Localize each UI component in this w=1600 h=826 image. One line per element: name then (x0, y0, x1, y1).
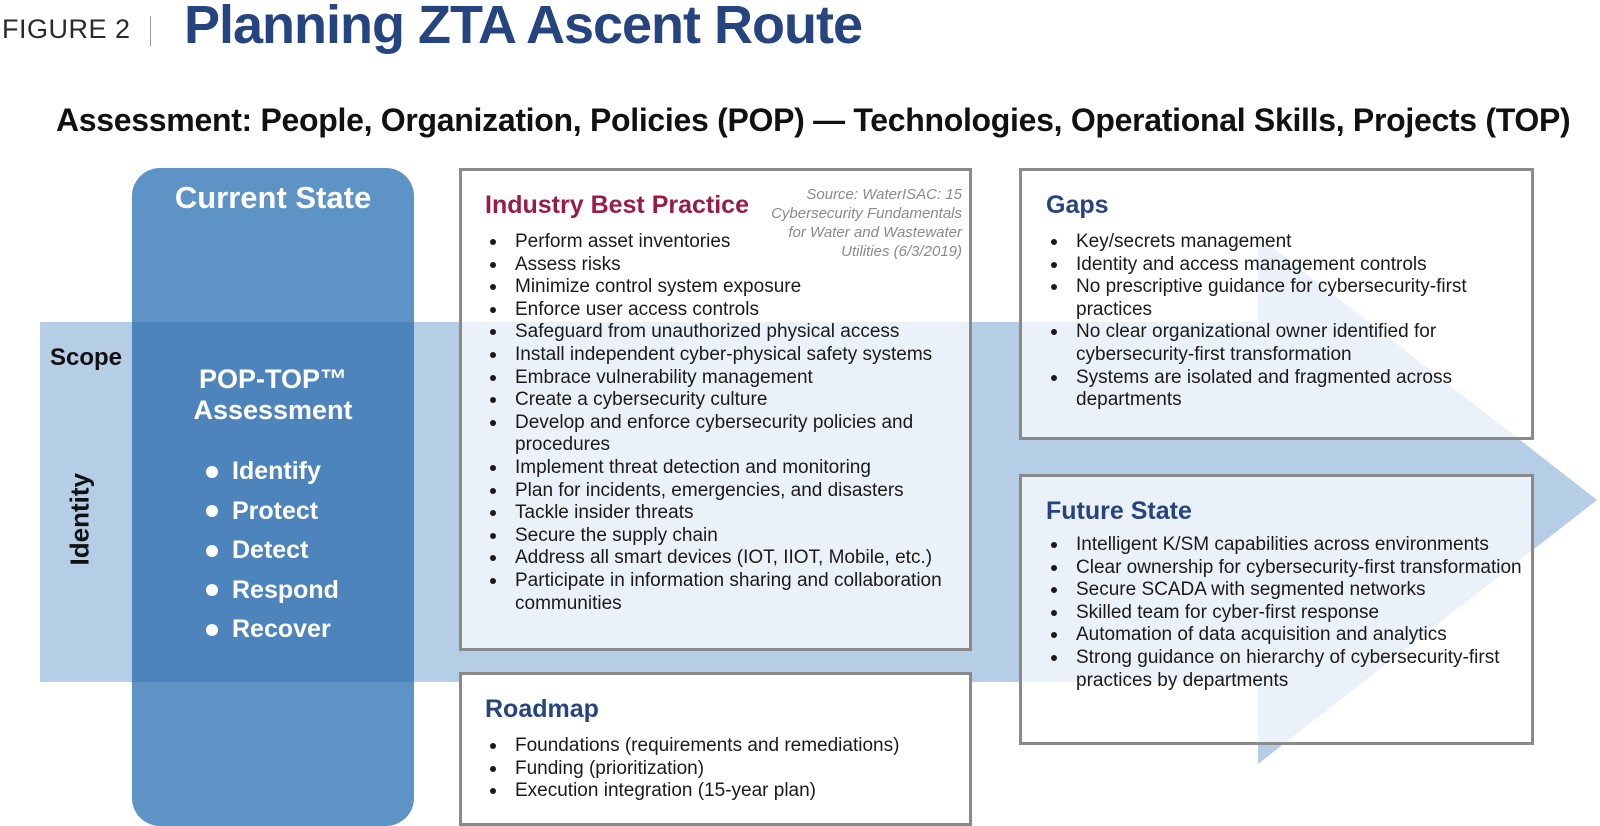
list-item: Create a cybersecurity culture (485, 389, 965, 412)
roadmap-list (485, 735, 965, 803)
future-state-box (1019, 474, 1534, 745)
bullet-icon (206, 505, 218, 517)
list-item: Implement threat detection and monitoring (485, 457, 965, 480)
step-protect (206, 492, 339, 532)
step-label: Respond (232, 575, 339, 604)
future-state-list (1046, 534, 1526, 692)
figure-title: Planning ZTA Ascent Route (184, 0, 863, 55)
list-item: Enforce user access controls (485, 299, 965, 322)
gaps-list (1046, 231, 1506, 412)
bullet-icon (206, 624, 218, 636)
pop-top-title-line2: Assessment (193, 395, 353, 425)
list-item: Plan for incidents, emergencies, and disasters (485, 480, 965, 503)
assessment-subtitle: Assessment: People, Organization, Policies (POP) — Technologies, Operational Skills, Projects (TOP) (56, 102, 1571, 138)
list-item: Assess risks (485, 254, 965, 277)
pop-top-assessment-title (132, 364, 414, 426)
list-item: Skilled team for cyber-first response (1046, 602, 1526, 625)
roadmap-box (459, 672, 972, 826)
list-item: Secure the supply chain (485, 525, 965, 548)
best-practice-title: Industry Best Practice (485, 191, 749, 219)
pop-top-title-line1: POP-TOP™ (198, 364, 348, 394)
best-practice-list (485, 231, 965, 615)
nist-steps-list (206, 452, 339, 650)
gaps-title: Gaps (1046, 191, 1109, 219)
step-label: Identify (232, 457, 321, 486)
figure-label: FIGURE 2 (2, 14, 131, 44)
scope-label: Scope (50, 344, 123, 371)
identity-label: Identity (64, 473, 95, 566)
list-item: Strong guidance on hierarchy of cybersecurity-first practices by departments (1046, 647, 1526, 692)
current-state-title: Current State (174, 180, 372, 215)
step-detect (206, 531, 339, 571)
list-item: Identity and access management controls (1046, 254, 1506, 277)
list-item: Safeguard from unauthorized physical access (485, 321, 965, 344)
future-state-title: Future State (1046, 497, 1192, 525)
step-label: Recover (232, 615, 331, 644)
list-item: Systems are isolated and fragmented across departments (1046, 367, 1506, 412)
list-item: Develop and enforce cybersecurity policies and procedures (485, 412, 965, 457)
list-item: Foundations (requirements and remediations) (485, 735, 965, 758)
list-item: Minimize control system exposure (485, 276, 965, 299)
list-item: Clear ownership for cybersecurity-first transformation (1046, 557, 1526, 580)
list-item: Install independent cyber-physical safety systems (485, 344, 965, 367)
step-label: Protect (232, 496, 319, 525)
roadmap-title: Roadmap (485, 695, 599, 723)
list-item: Intelligent K/SM capabilities across environments (1046, 534, 1526, 557)
list-item: Participate in information sharing and collaboration communities (485, 570, 965, 615)
list-item: Execution integration (15-year plan) (485, 780, 965, 803)
step-identify (206, 452, 339, 492)
list-item: Perform asset inventories (485, 231, 965, 254)
list-item: Automation of data acquisition and analytics (1046, 624, 1526, 647)
bullet-icon (206, 466, 218, 478)
gaps-box (1019, 168, 1534, 440)
list-item: No clear organizational owner identified for cybersecurity-first transformation (1046, 321, 1506, 366)
list-item: Embrace vulnerability management (485, 367, 965, 390)
list-item: Funding (prioritization) (485, 758, 965, 781)
list-item: Key/secrets management (1046, 231, 1506, 254)
step-label: Detect (232, 536, 309, 565)
step-recover (206, 610, 339, 650)
bullet-icon (206, 545, 218, 557)
list-item: Tackle insider threats (485, 502, 965, 525)
list-item: Secure SCADA with segmented networks (1046, 579, 1526, 602)
list-item: No prescriptive guidance for cybersecurity-first practices (1046, 276, 1506, 321)
list-item: Address all smart devices (IOT, IIOT, Mobile, etc.) (485, 547, 965, 570)
best-practice-box (459, 168, 972, 651)
step-respond (206, 571, 339, 611)
bullet-icon (206, 584, 218, 596)
best-practice-source: Source: WaterISAC: 15 Cybersecurity Fundamentals for Water and Wastewater Utilities (6/3/2019) (771, 186, 962, 260)
